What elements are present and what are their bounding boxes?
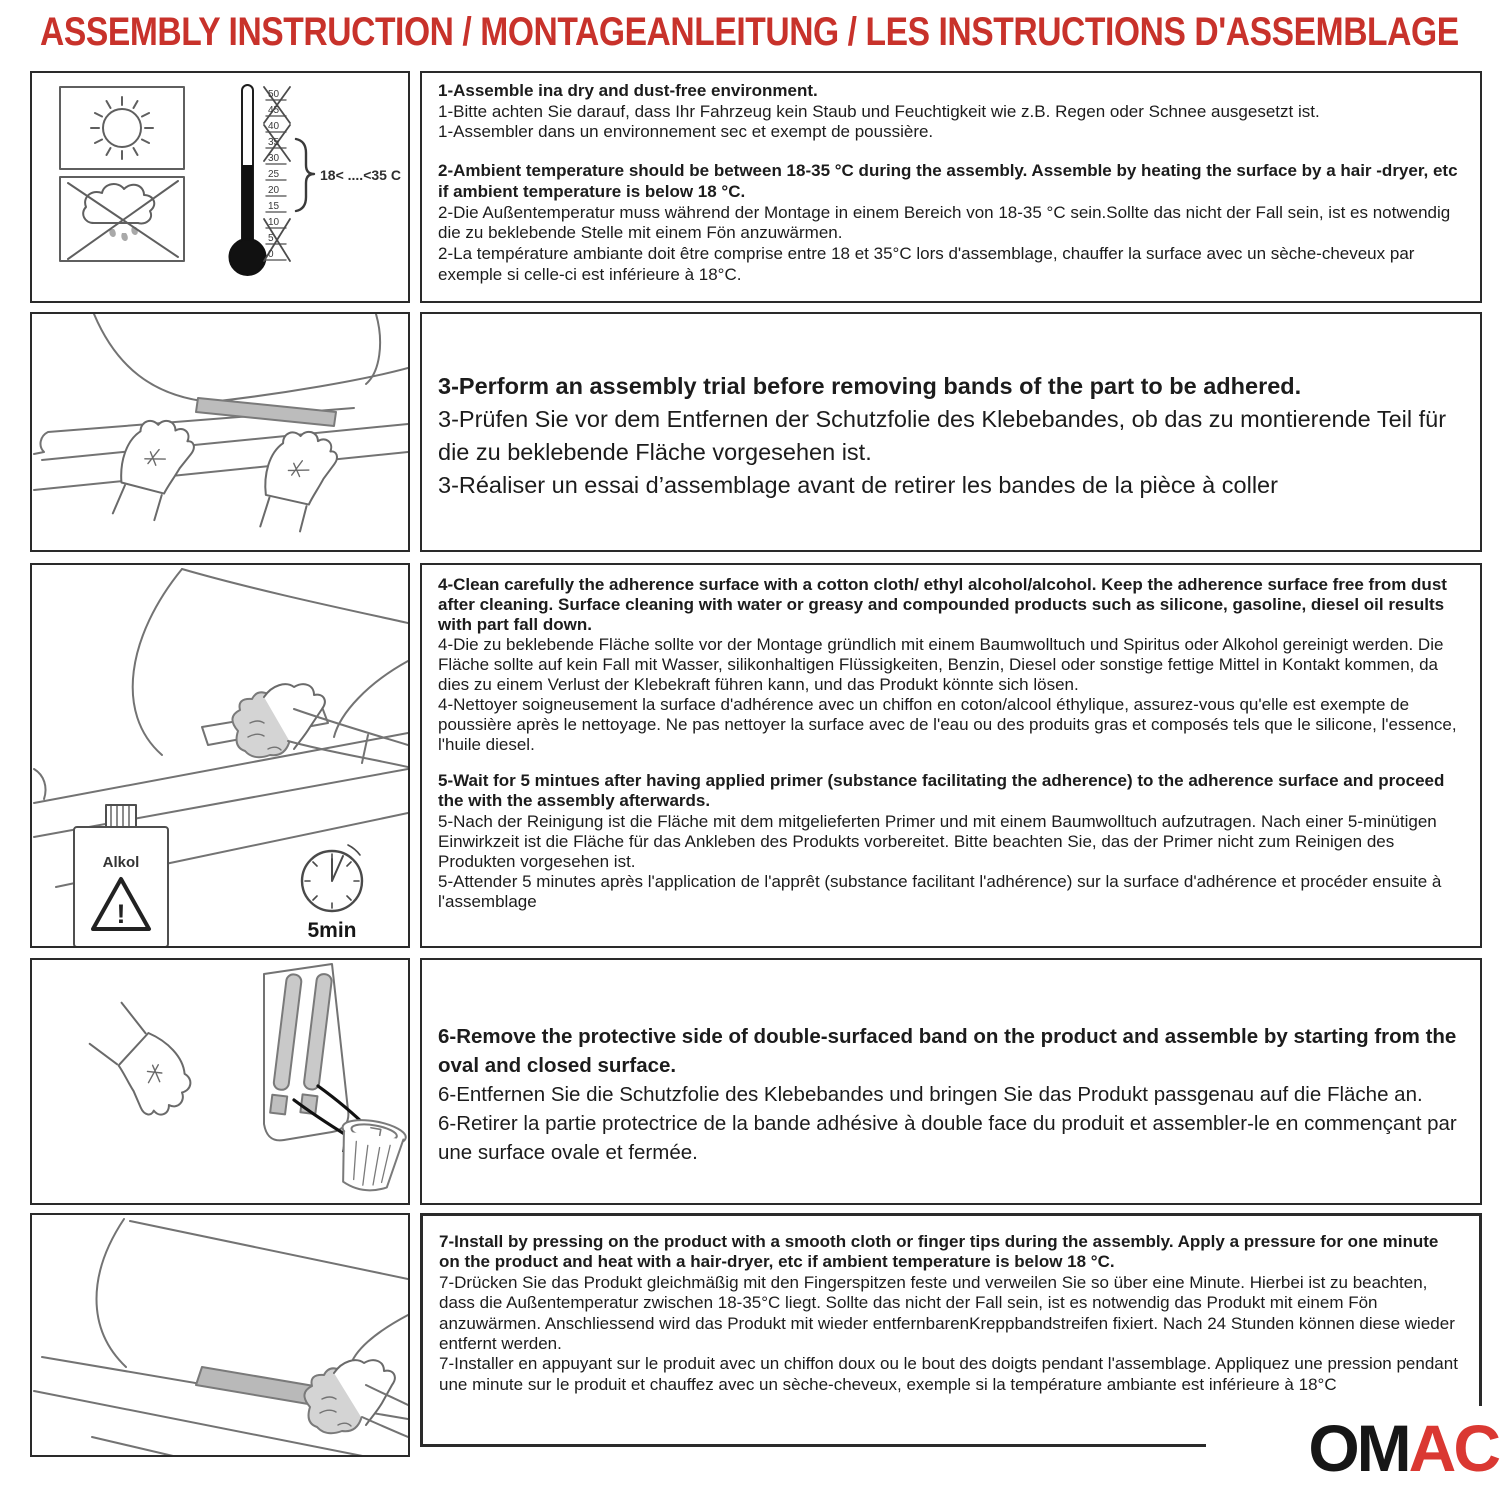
illustration-cleaning bbox=[30, 563, 410, 948]
instruction-text: 4-Die zu beklebende Fläche sollte vor der Montage gründlich mit einem Baumwolltuch und Spiritus oder Alkohol gereinigt werden. Die Fläche sollte auf kein Fall mit Wasser, silikonhaltigen Flüssigkeiten, Benzin, Diesel oder sonstige fettige Mittel in Kontakt kommen, da dies zu einem Verlust der Klebekraft führen kann, und das Produkt könnte sich lösen. bbox=[438, 635, 1444, 695]
thermometer-icon bbox=[230, 85, 291, 275]
instruction-text: 5-Attender 5 minutes après l'application de l'apprêt (substance facilitant l'adhérence) sur la surface d'adhérence et procéder ensuite à l'assemblage bbox=[438, 871, 1442, 911]
thermometer-tick: 0 bbox=[268, 249, 274, 260]
text-panel-remove-band bbox=[420, 958, 1482, 1205]
instruction-text: 5-Wait for 5 mintues after having applied primer (substance facilitating the adherence) to the adherence surface and proceed the with the assembly afterwards. bbox=[438, 771, 1445, 811]
thermometer-tick: 30 bbox=[268, 153, 280, 164]
no-rain-icon bbox=[60, 177, 184, 261]
car-rear-edge bbox=[350, 1315, 408, 1367]
car-roofline bbox=[182, 569, 408, 623]
illustration-assembly-trial bbox=[30, 312, 410, 552]
trial-fit-illustration bbox=[32, 314, 408, 550]
right-hand-icon bbox=[257, 426, 341, 538]
sun-icon bbox=[60, 87, 184, 169]
text-panel-cleaning bbox=[420, 563, 1482, 948]
illustration-press-product bbox=[30, 1213, 410, 1457]
omac-logo-red: AC bbox=[1408, 1411, 1498, 1485]
instruction-text: 4-Clean carefully the adherence surface with a cotton cloth/ ethyl alcohol/alcohol. Keep the adherence surface free from dust after cleaning. Surface cleaning with water or greasy and compounded products such as silicone, gasoline, diesel oil results with part fall down. bbox=[438, 575, 1447, 635]
paragraph-spacer bbox=[438, 755, 1462, 771]
band-removal-illustration bbox=[32, 960, 408, 1203]
thermometer-tick: 45 bbox=[268, 105, 280, 116]
thermometer-tick: 35 bbox=[268, 137, 280, 148]
peeling-hand-icon bbox=[77, 1003, 206, 1127]
warning-exclamation: ! bbox=[116, 899, 126, 929]
alcohol-bottle-label: Alkol bbox=[102, 854, 140, 871]
car-pillar-outline bbox=[366, 314, 380, 384]
hinge-detail bbox=[34, 769, 46, 799]
protective-band-strips bbox=[270, 970, 332, 1118]
illustration-remove-band bbox=[30, 958, 410, 1205]
instruction-text: 2-Die Außentemperatur muss während der Montage in einem Bereich von 18-35 °C sein.Sollte das nicht der Fall sein, ist es notwendig die zu beklebende Stelle mit einem Fön anzuwärmen. bbox=[438, 202, 1451, 243]
instruction-text: 3-Réaliser un essai d’assemblage avant de retirer les bandes de la pièce à coller bbox=[438, 471, 1278, 498]
car-door-outline bbox=[94, 314, 408, 402]
temperature-range-label: 18< ....<35 C bbox=[320, 167, 401, 183]
adhesive-strip bbox=[196, 398, 336, 426]
paragraph-spacer bbox=[438, 143, 1462, 161]
thermometer-tick: 15 bbox=[268, 201, 280, 212]
instruction-text: 7-Drücken Sie das Produkt gleichmäßig mit den Fingerspitzen feste und verweilen Sie so über eine Minute. Hierbei ist zu beachten, dass die Außentemperatur zwischen 18-35°C liegt. Sollte das nicht der Fall sein, ist es notwendig das Produkt mit einem Fön anzuwärmen. Anschliessend wird das Produkt mit wieder entfernbarenKreppbandstreifen fixiert. Nach 24 Stunden können diese wieder entfernt werden. bbox=[439, 1272, 1455, 1353]
instruction-text: 1-Assembler dans un environnement sec et exempt de poussière. bbox=[438, 122, 934, 142]
car-roofline bbox=[130, 1221, 408, 1279]
rocker-panel-lines bbox=[34, 424, 408, 490]
adhesive-strip bbox=[196, 1367, 320, 1405]
pressing-hand-icon bbox=[304, 1360, 408, 1437]
instruction-text: 6-Entfernen Sie die Schutzfolie des Klebebandes und bringen Sie das Produkt passgenau auf die Fläche an. bbox=[438, 1083, 1423, 1107]
clock-caption: 5min bbox=[307, 919, 357, 942]
instruction-text: 1-Assemble ina dry and dust-free environment. bbox=[438, 81, 818, 100]
thermometer-tick: 5 bbox=[268, 233, 274, 244]
illustration-environment bbox=[30, 71, 410, 303]
thermometer-tick: 10 bbox=[268, 217, 280, 228]
thermometer-tick: 40 bbox=[268, 121, 280, 132]
text-panel-assembly-trial bbox=[420, 312, 1482, 552]
instruction-text: 3-Perform an assembly trial before removing bands of the part to be adhered. bbox=[438, 373, 1302, 399]
car-door-outline bbox=[133, 569, 182, 755]
instruction-text: 3-Prüfen Sie vor dem Entfernen der Schutzfolie des Klebebandes, ob das zu montierende Teil für die zu beklebende Fläche vorgesehen ist. bbox=[438, 405, 1447, 465]
left-hand-icon bbox=[112, 414, 199, 527]
instruction-text: 7-Install by pressing on the product with a smooth cloth or finger tips during the assembly. Apply a pressure for one minute on the product and heat with a hair-dryer, etc if ambient temperature is below 18 °C. bbox=[439, 1232, 1439, 1272]
page-title: ASSEMBLY INSTRUCTION / MONTAGEANLEITUNG / LES INSTRUCTIONS D'ASSEMBLAGE bbox=[40, 10, 1459, 54]
thermometer-tick: 50 bbox=[268, 89, 280, 100]
instruction-text: 6-Retirer la partie protectrice de la bande adhésive à double face du produit et assembler-le en commençant par une surface ovale et fermée. bbox=[438, 1112, 1457, 1165]
trash-bin-icon bbox=[332, 1116, 407, 1196]
environment-illustration bbox=[32, 73, 408, 301]
instruction-text: 1-Bitte achten Sie darauf, dass Ihr Fahrzeug kein Staub und Feuchtigkeit wie z.B. Regen oder Schnee ausgesetzt ist. bbox=[438, 101, 1320, 121]
cleaning-hand-icon bbox=[232, 684, 408, 767]
instruction-text: 2-Ambient temperature should be between 18-35 °C during the assembly. Assemble by heating the surface by a hair -dryer, etc if ambient temperature is below 18 °C. bbox=[438, 161, 1458, 201]
thermometer-tick: 20 bbox=[268, 185, 280, 196]
surface-cleaning-illustration bbox=[32, 565, 408, 946]
instruction-text: 7-Installer en appuyant sur le produit avec un chiffon doux ou le bout des doigts pendant l'assemblage. Appliquez une pression pendant une minute sur le produit et chauffez avec un sèche-cheveux, exemple si la température ambiante est inférieure à 18°C bbox=[439, 1354, 1458, 1394]
thermometer-tick: 25 bbox=[268, 169, 280, 180]
omac-logo-black: OM bbox=[1308, 1411, 1409, 1485]
instruction-text: 4-Nettoyer soigneusement la surface d'adhérence avec un chiffon en coton/alcool éthylique, assurez-vous qu'elle est exempte de poussière après le nettoyage. Ne pas nettoyer la surface avec de l'eau ou des produits gras et composés tels que le silicone, l'essence, l'huile diesel. bbox=[438, 695, 1457, 755]
text-panel-environment bbox=[420, 71, 1482, 303]
car-door-outline bbox=[97, 1219, 127, 1367]
clock-icon bbox=[302, 845, 362, 911]
omac-logo bbox=[1206, 1406, 1498, 1490]
instruction-text: 2-La température ambiante doit être comprise entre 18 et 35°C lors d'assemblage, chauffer la surface avec un sèche-cheveux par exemple si celle-ci est inférieure à 18°C. bbox=[438, 244, 1415, 284]
temperature-range-brace bbox=[296, 139, 314, 211]
instruction-text: 5-Nach der Reinigung ist die Fläche mit dem mitgelieferten Primer und mit einem Baumwolltuch aufzutragen. Nach einer 5-minütigen Einwirkzeit ist die Fläche für das Ankleben des Produkts vorbereitet. Bitte beachten Sie, das der Primer nicht zum Reinigen des Produkten vorgesehen ist. bbox=[438, 811, 1437, 871]
instruction-text: 6-Remove the protective side of double-surfaced band on the product and assemble by starting from the oval and closed surface. bbox=[438, 1025, 1457, 1078]
press-install-illustration bbox=[32, 1215, 408, 1455]
